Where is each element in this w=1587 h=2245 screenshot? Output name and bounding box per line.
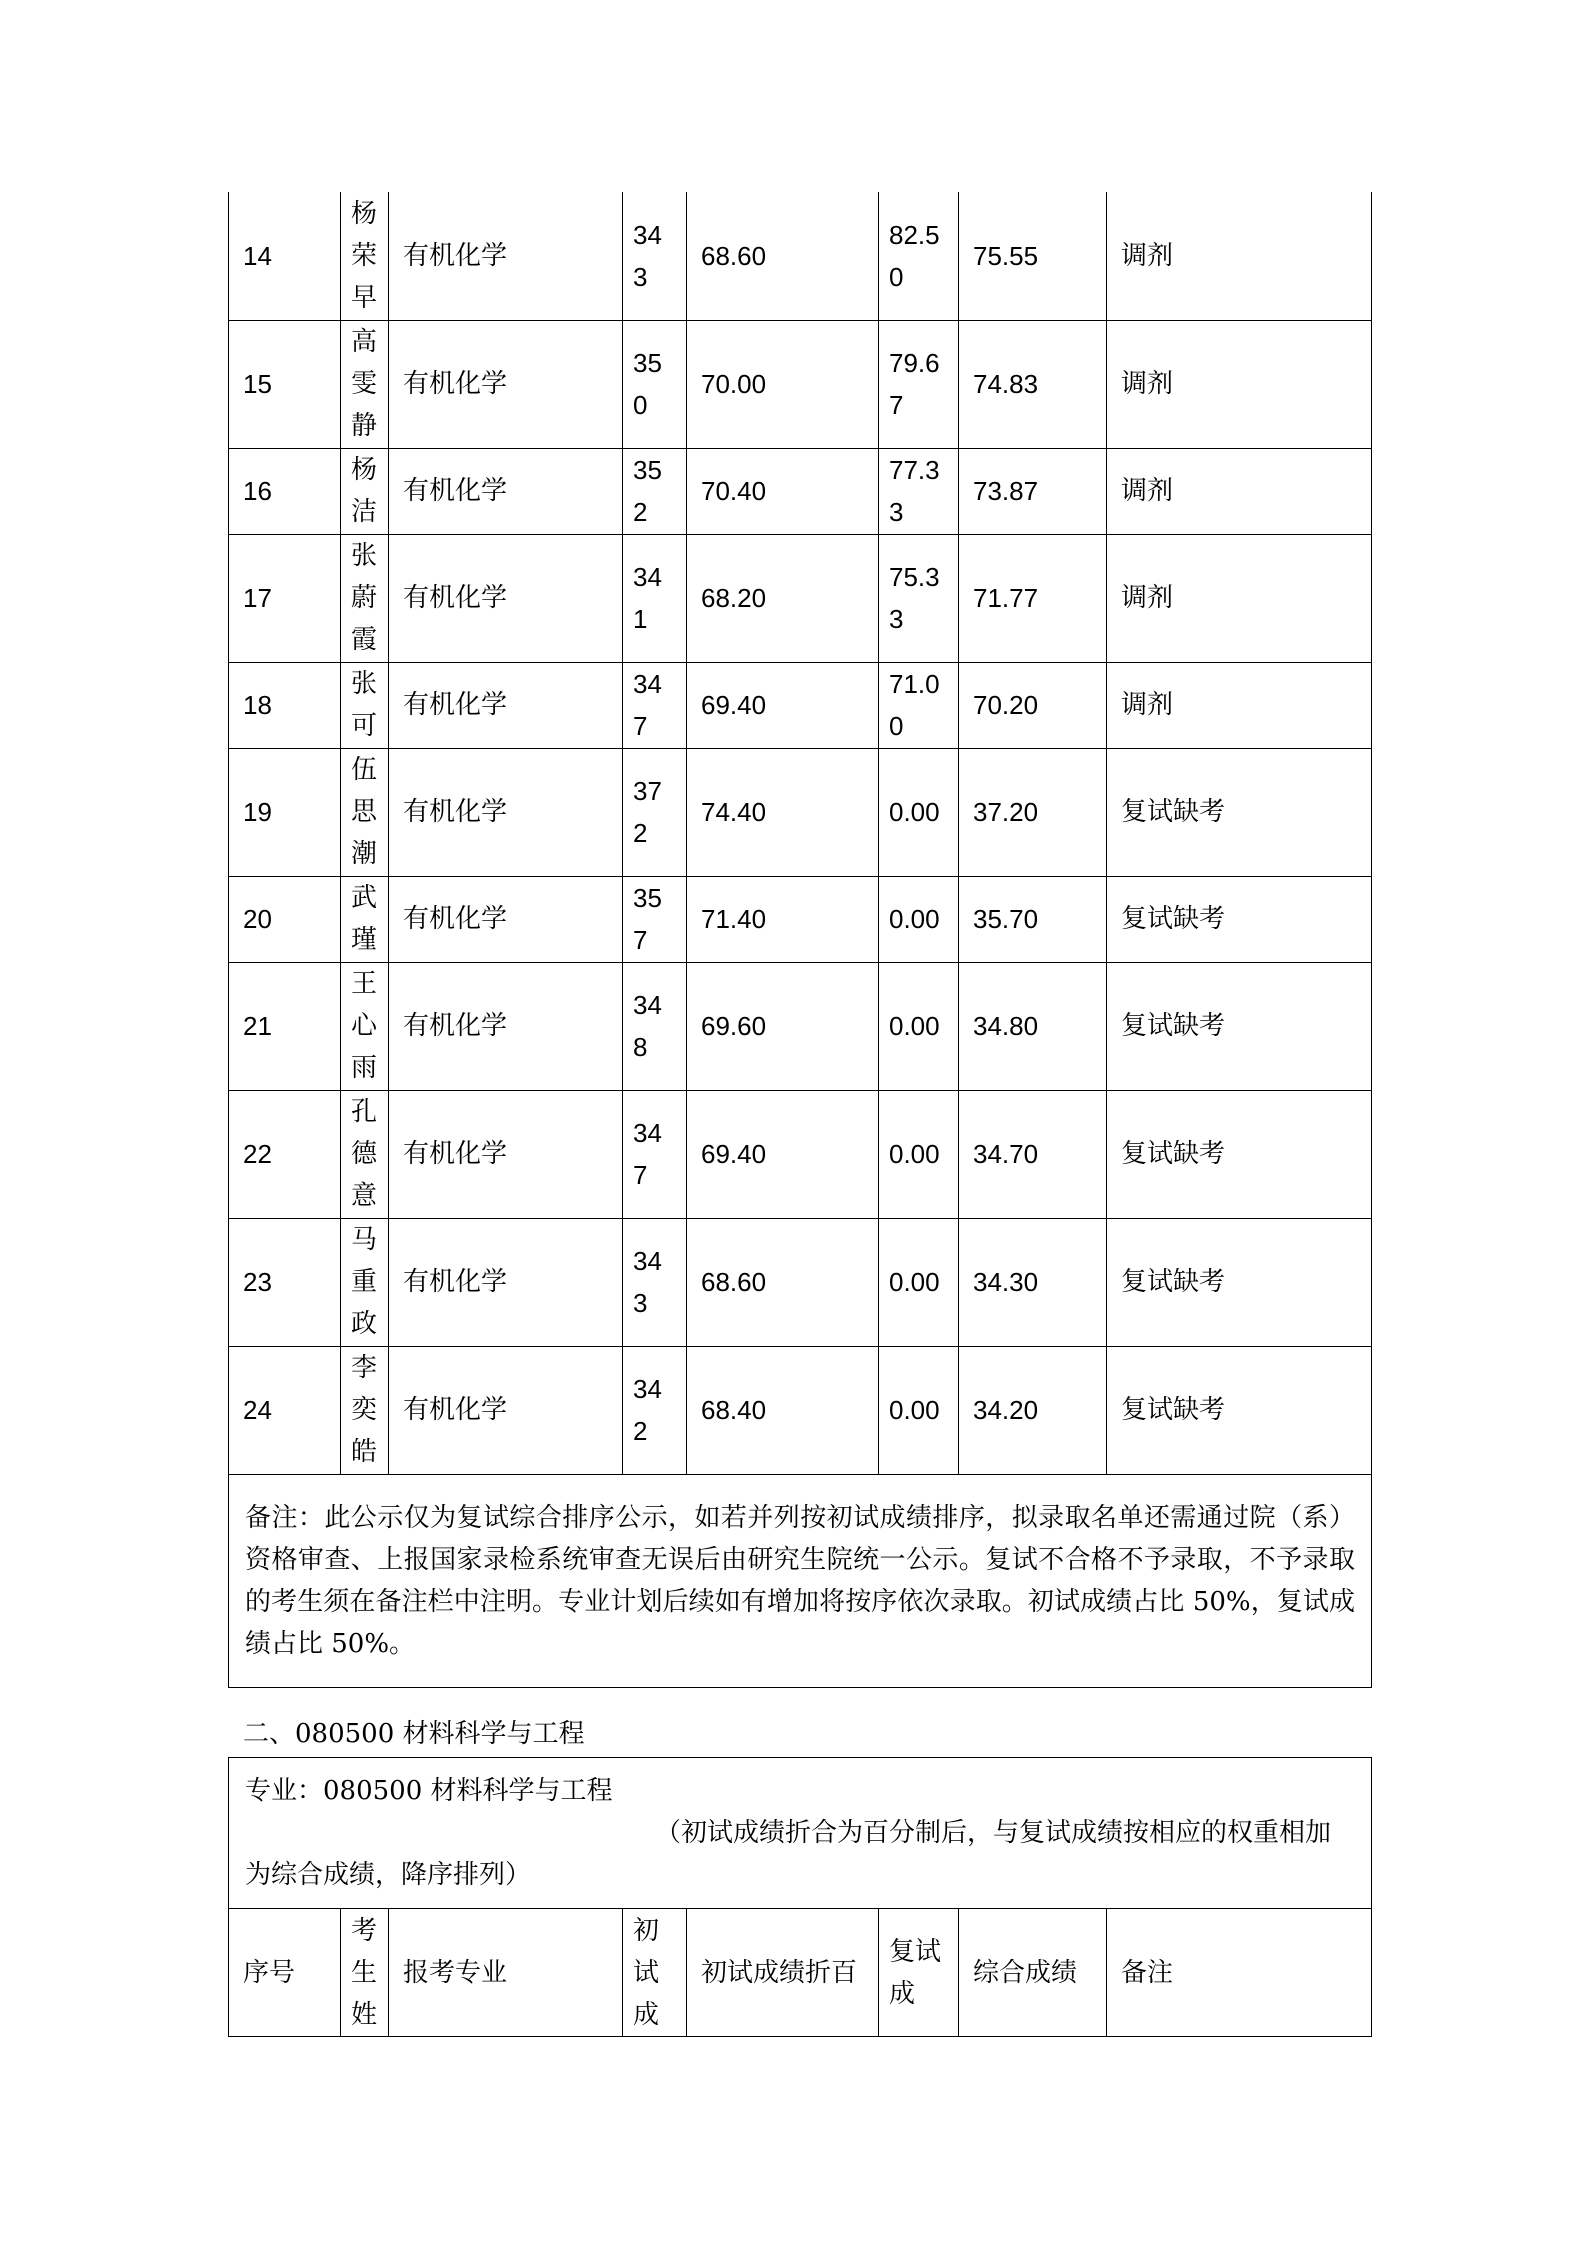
- table-row: [229, 962, 1372, 1090]
- cell-prelim-pct: 74.40: [687, 748, 879, 876]
- column-header-row: [229, 1909, 1372, 2037]
- cell-prelim-pct: 68.20: [687, 534, 879, 662]
- cell-name: 杨洁: [341, 448, 389, 534]
- cell-total: 73.87: [959, 448, 1107, 534]
- cell-prelim-pct: 70.00: [687, 320, 879, 448]
- header-retest: 复试成: [879, 1909, 959, 2037]
- cell-prelim-pct: 68.40: [687, 1346, 879, 1474]
- cell-total: 35.70: [959, 876, 1107, 962]
- cell-seq: 17: [229, 534, 341, 662]
- header-major: 报考专业: [389, 1909, 623, 2037]
- cell-retest: 0.00: [879, 1090, 959, 1218]
- cell-remark: 复试缺考: [1107, 1218, 1372, 1346]
- score-table-materials-science: [228, 1757, 1372, 2037]
- cell-name: 马重政: [341, 1218, 389, 1346]
- cell-retest: 82.50: [879, 192, 959, 320]
- cell-remark: 调剂: [1107, 320, 1372, 448]
- cell-seq: 18: [229, 662, 341, 748]
- table-row: [229, 320, 1372, 448]
- cell-prelim: 352: [623, 448, 687, 534]
- cell-major: 有机化学: [389, 534, 623, 662]
- cell-prelim-pct: 69.40: [687, 662, 879, 748]
- cell-total: 74.83: [959, 320, 1107, 448]
- cell-prelim: 357: [623, 876, 687, 962]
- cell-total: 34.30: [959, 1218, 1107, 1346]
- cell-major: 有机化学: [389, 192, 623, 320]
- cell-seq: 21: [229, 962, 341, 1090]
- cell-seq: 24: [229, 1346, 341, 1474]
- cell-name: 李奕皓: [341, 1346, 389, 1474]
- cell-total: 75.55: [959, 192, 1107, 320]
- major-label: 专业：080500 材料科学与工程: [245, 1776, 613, 1806]
- cell-prelim: 350: [623, 320, 687, 448]
- cell-remark: 调剂: [1107, 662, 1372, 748]
- cell-retest: 0.00: [879, 876, 959, 962]
- cell-remark: 调剂: [1107, 448, 1372, 534]
- cell-prelim: 372: [623, 748, 687, 876]
- cell-prelim: 342: [623, 1346, 687, 1474]
- cell-major: 有机化学: [389, 662, 623, 748]
- table-row: [229, 448, 1372, 534]
- cell-major: 有机化学: [389, 320, 623, 448]
- cell-prelim-pct: 69.40: [687, 1090, 879, 1218]
- cell-major: 有机化学: [389, 1090, 623, 1218]
- score-table-organic-chemistry: [228, 192, 1372, 1688]
- ranking-note: （初试成绩折合为百分制后，与复试成绩按相应的权重相加为综合成绩，降序排列）: [245, 1818, 1332, 1890]
- cell-total: 37.20: [959, 748, 1107, 876]
- cell-total: 34.70: [959, 1090, 1107, 1218]
- cell-name: 王心雨: [341, 962, 389, 1090]
- cell-retest: 0.00: [879, 1346, 959, 1474]
- cell-remark: 复试缺考: [1107, 876, 1372, 962]
- cell-total: 70.20: [959, 662, 1107, 748]
- cell-remark: 复试缺考: [1107, 1346, 1372, 1474]
- cell-name: 张蔚霞: [341, 534, 389, 662]
- cell-major: 有机化学: [389, 1218, 623, 1346]
- cell-name: 杨荣早: [341, 192, 389, 320]
- cell-retest: 0.00: [879, 748, 959, 876]
- header-prelim: 初试成: [623, 1909, 687, 2037]
- cell-retest: 71.00: [879, 662, 959, 748]
- table-row: [229, 748, 1372, 876]
- cell-seq: 23: [229, 1218, 341, 1346]
- cell-prelim-pct: 71.40: [687, 876, 879, 962]
- cell-remark: 复试缺考: [1107, 962, 1372, 1090]
- remark-text: 备注：此公示仅为复试综合排序公示，如若并列按初试成绩排序，拟录取名单还需通过院（系）资格审查、上报国家录检系统审查无误后由研究生院统一公示。复试不合格不予录取，不予录取的考生须在备注栏中注明。专业计划后续如有增加将按序依次录取。初试成绩占比 50%，复试成绩占比 50%。: [229, 1474, 1372, 1687]
- cell-seq: 19: [229, 748, 341, 876]
- header-total: 综合成绩: [959, 1909, 1107, 2037]
- cell-total: 34.80: [959, 962, 1107, 1090]
- cell-major: 有机化学: [389, 962, 623, 1090]
- cell-seq: 14: [229, 192, 341, 320]
- cell-major: 有机化学: [389, 748, 623, 876]
- cell-prelim: 343: [623, 1218, 687, 1346]
- cell-prelim: 348: [623, 962, 687, 1090]
- cell-retest: 77.33: [879, 448, 959, 534]
- cell-remark: 调剂: [1107, 192, 1372, 320]
- table-row: [229, 192, 1372, 320]
- cell-remark: 调剂: [1107, 534, 1372, 662]
- cell-seq: 22: [229, 1090, 341, 1218]
- table-row: [229, 1218, 1372, 1346]
- major-header-row: [229, 1758, 1372, 1909]
- table-row: [229, 662, 1372, 748]
- cell-name: 伍思潮: [341, 748, 389, 876]
- major-header-cell: [229, 1758, 1372, 1909]
- cell-remark: 复试缺考: [1107, 1090, 1372, 1218]
- table-row: [229, 876, 1372, 962]
- cell-prelim-pct: 68.60: [687, 1218, 879, 1346]
- cell-total: 34.20: [959, 1346, 1107, 1474]
- cell-total: 71.77: [959, 534, 1107, 662]
- cell-retest: 79.67: [879, 320, 959, 448]
- cell-retest: 0.00: [879, 962, 959, 1090]
- header-seq: 序号: [229, 1909, 341, 2037]
- cell-retest: 0.00: [879, 1218, 959, 1346]
- cell-prelim-pct: 70.40: [687, 448, 879, 534]
- cell-retest: 75.33: [879, 534, 959, 662]
- cell-seq: 15: [229, 320, 341, 448]
- cell-name: 高雯静: [341, 320, 389, 448]
- section-heading: 二、080500 材料科学与工程: [243, 1719, 585, 1749]
- remark-row: [229, 1474, 1372, 1687]
- cell-major: 有机化学: [389, 448, 623, 534]
- header-name: 考生姓: [341, 1909, 389, 2037]
- cell-prelim: 347: [623, 662, 687, 748]
- cell-name: 武瑾: [341, 876, 389, 962]
- cell-prelim: 341: [623, 534, 687, 662]
- cell-seq: 16: [229, 448, 341, 534]
- cell-remark: 复试缺考: [1107, 748, 1372, 876]
- cell-prelim: 343: [623, 192, 687, 320]
- cell-prelim: 347: [623, 1090, 687, 1218]
- cell-prelim-pct: 68.60: [687, 192, 879, 320]
- table-row: [229, 1346, 1372, 1474]
- header-prelim-pct: 初试成绩折百: [687, 1909, 879, 2037]
- cell-seq: 20: [229, 876, 341, 962]
- cell-major: 有机化学: [389, 1346, 623, 1474]
- cell-prelim-pct: 69.60: [687, 962, 879, 1090]
- cell-name: 孔德意: [341, 1090, 389, 1218]
- table-row: [229, 534, 1372, 662]
- header-remark: 备注: [1107, 1909, 1372, 2037]
- table-row: [229, 1090, 1372, 1218]
- cell-name: 张可: [341, 662, 389, 748]
- cell-major: 有机化学: [389, 876, 623, 962]
